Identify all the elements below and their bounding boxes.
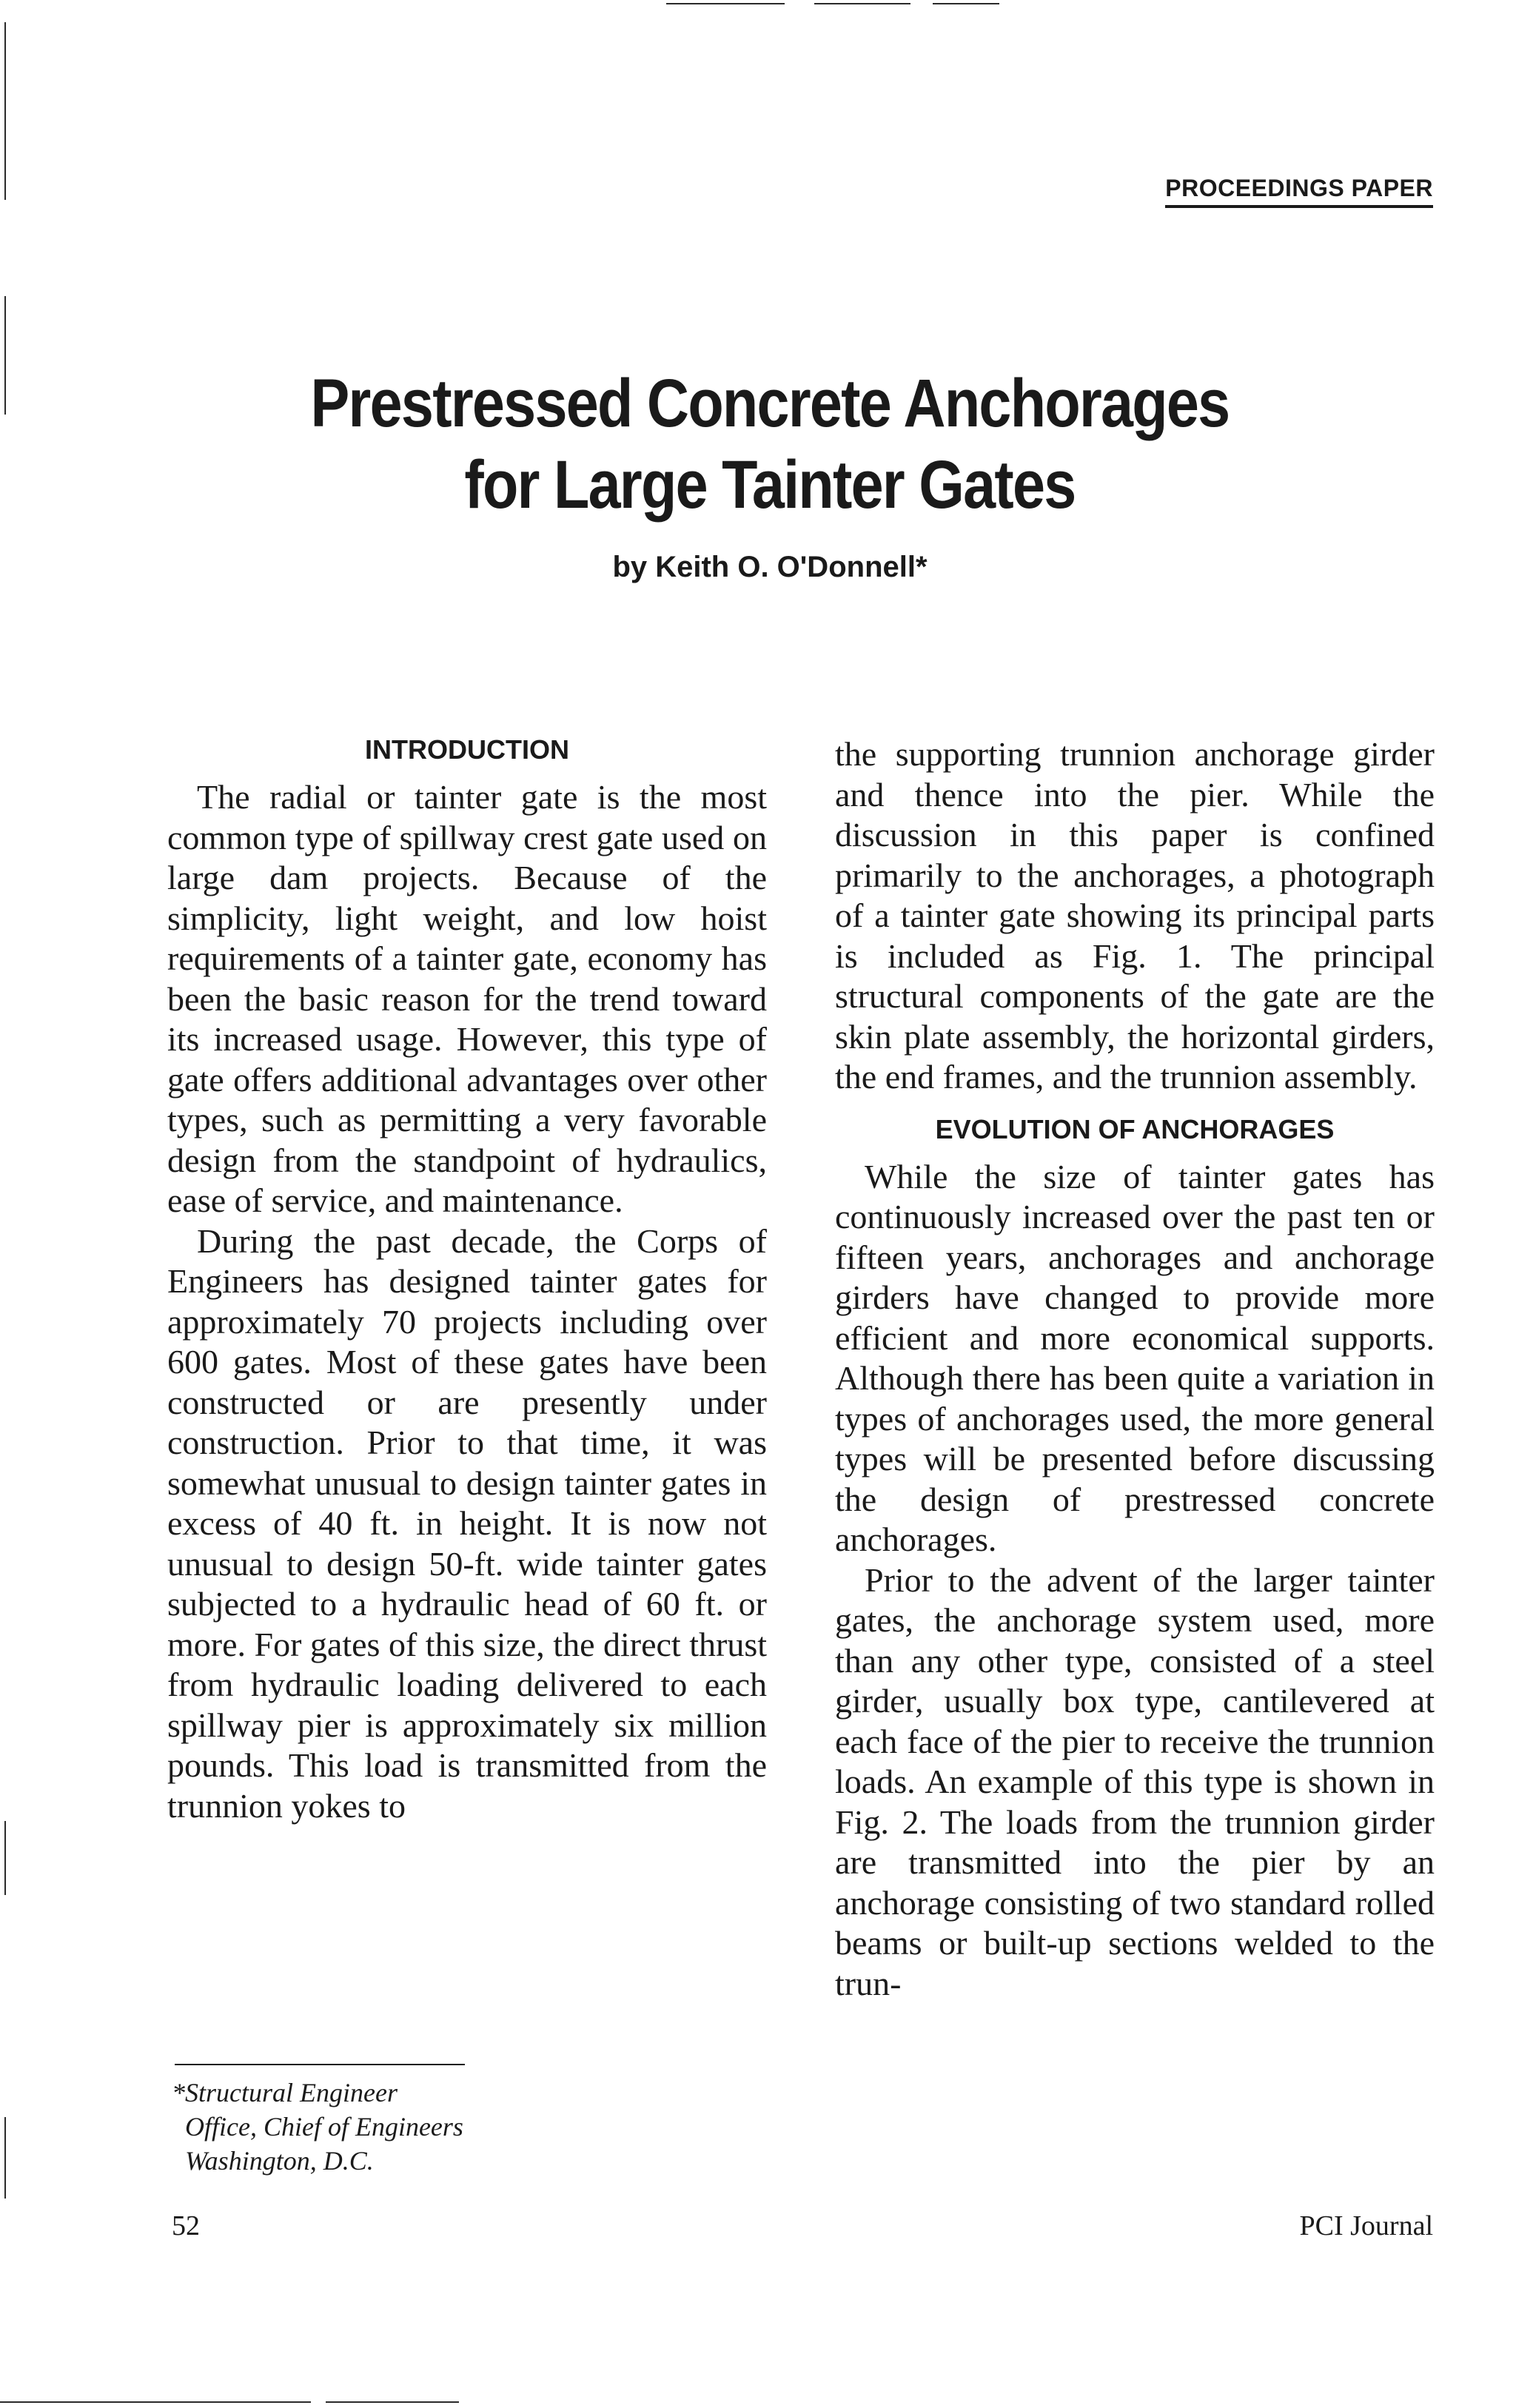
left-column — [167, 734, 767, 1826]
footnote-line-1: *Structural Engineer — [172, 2078, 398, 2107]
scan-edge-mark — [933, 3, 999, 4]
scan-edge-mark — [666, 3, 785, 4]
scan-edge-mark — [4, 296, 6, 415]
footnote-line-3: Washington, D.C. — [185, 2146, 374, 2176]
scan-edge-mark — [4, 22, 6, 200]
evolution-paragraph-2: Prior to the advent of the larger tainter gates, the anchorage system used, more than any other type, consisted of a steel girder, usually box type, cantilevered at each face of the pier to receive the trunnion loads. An example of this type is shown in Fig. 2. The loads from the trunnion girder are transmitted into the pier by an anchorage consisting of two standard rolled beams or built-up sections welded to the trun- — [835, 1560, 1435, 2002]
continued-paragraph: the supporting trunnion anchorage girder and thence into the pier. While the discussion in this paper is confined primarily to the anchorages, a photograph of a tainter gate showing its principal parts is included as Fig. 1. The principal structural components of the gate are the skin plate assembly, the horizontal girders, the end frames, and the trunnion assembly. — [835, 735, 1435, 1096]
journal-name: PCI Journal — [1299, 2210, 1433, 2241]
evolution-heading: EVOLUTION OF ANCHORAGES — [935, 1113, 1335, 1144]
footnote-line-2: Office, Chief of Engineers — [185, 2112, 463, 2142]
scan-edge-mark — [4, 1821, 6, 1895]
evolution-paragraph-1: While the size of tainter gates has continuously increased over the past ten or fifteen years, anchorages and anchorage girders have changed to provide more efficient and more economical supports. Although there has been quite a variation in types of anchorages used, the more general types will be presented before discussing the design of prestressed concrete anchorages. — [835, 1157, 1435, 1558]
intro-paragraph-2: During the past decade, the Corps of Engineers has designed tainter gates for approximately 70 projects including over 600 gates. Most of these gates have been constructed or are presently under construction. Prior to that time, it was somewhat unusual to design tainter gates in excess of 40 ft. in height. It is now not unusual to design 50-ft. wide tainter gates subjected to a hydraulic head of 60 ft. or more. For gates of this size, the direct thrust from hydraulic loading delivered to each spillway pier is approximately six million pounds. This load is transmitted from the trunnion yokes to — [167, 1221, 767, 1825]
footnote-divider — [175, 2064, 465, 2065]
introduction-heading: INTRODUCTION — [365, 734, 569, 765]
article-title-block — [148, 363, 1392, 584]
author-footnote — [172, 2076, 463, 2178]
intro-paragraph-1: The radial or tainter gate is the most common type of spillway crest gate used on large dam projects. Because of the simplicity, light weight, and low hoist requirements of a tainter gate, economy has been the basic reason for the trend toward its increased usage. However, this type of gate offers additional advantages over other types, such as permitting a very favorable design from the standpoint of hydraulics, ease of service, and maintenance. — [167, 778, 767, 1219]
right-column — [835, 734, 1435, 2004]
scan-edge-mark — [326, 2401, 459, 2403]
scan-edge-mark — [0, 2401, 311, 2403]
scan-edge-mark — [4, 2117, 6, 2199]
page-number: 52 — [172, 2210, 200, 2241]
section-tag: PROCEEDINGS PAPER — [1165, 175, 1433, 208]
article-title-line-2: for Large Tainter Gates — [464, 447, 1076, 523]
article-title-line-1: Prestressed Concrete Anchorages — [310, 366, 1230, 441]
scan-edge-mark — [814, 3, 910, 4]
author-byline: by Keith O. O'Donnell* — [612, 551, 928, 583]
